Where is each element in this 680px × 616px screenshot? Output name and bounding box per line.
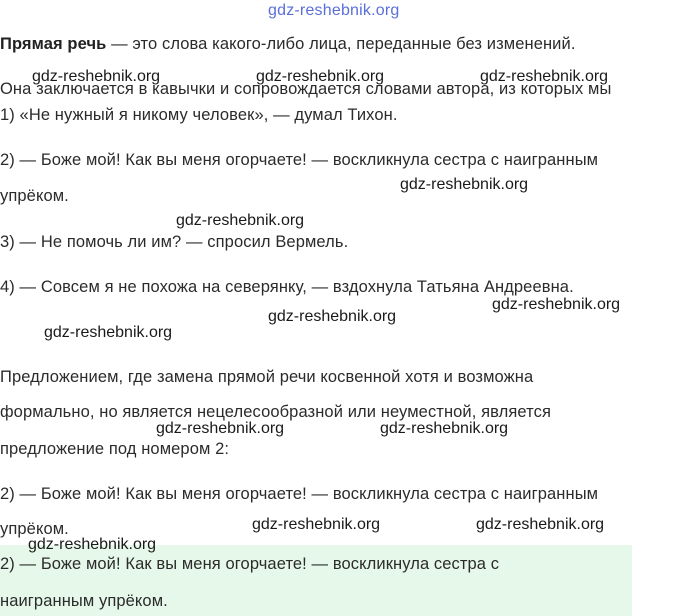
- highlighted-line-2: наигранным упрёком.: [0, 592, 168, 610]
- repeat-line-2: упрёком.: [0, 520, 69, 538]
- answer-line-2: формально, но является нецелесообразной или неуместной, является: [0, 403, 551, 421]
- watermark-9: gdz-reshebnik.org: [156, 420, 285, 437]
- watermark-13: gdz-reshebnik.org: [28, 536, 157, 553]
- watermark-6: gdz-reshebnik.org: [492, 296, 621, 313]
- definition-line-2: Она заключается в кавычки и сопровождается словами автора, из которых мы: [0, 80, 612, 98]
- example-3: 3) — Не помочь ли им? — спросил Вермель.: [0, 233, 349, 251]
- watermark-1: gdz-reshebnik.org: [32, 68, 161, 85]
- term-bold: Прямая речь: [0, 35, 107, 53]
- repeat-line-1: 2) — Боже мой! Как вы меня огорчаете! — воскликнула сестра с наигранным: [0, 485, 599, 503]
- answer-line-3: предложение под номером 2:: [0, 440, 230, 458]
- watermark-5: gdz-reshebnik.org: [176, 212, 305, 229]
- top-watermark[interactable]: gdz-reshebnik.org: [268, 2, 400, 19]
- example-4: 4) — Совсем я не похожа на северянку, — вздохнула Татьяна Андреевна.: [0, 278, 574, 296]
- definition-line-1: [0, 33, 576, 55]
- example-2-line-1: 2) — Боже мой! Как вы меня огорчаете! — воскликнула сестра с наигранным: [0, 151, 599, 169]
- example-1: 1) «Не нужный я никому человек», — думал Тихон.: [0, 106, 398, 124]
- answer-line-1: Предложением, где замена прямой речи косвенной хотя и возможна: [0, 368, 534, 386]
- example-2-line-2: упрёком.: [0, 187, 69, 205]
- watermark-10: gdz-reshebnik.org: [380, 420, 509, 437]
- watermark-8: gdz-reshebnik.org: [44, 324, 173, 341]
- watermark-12: gdz-reshebnik.org: [476, 516, 605, 533]
- watermark-3: gdz-reshebnik.org: [480, 68, 609, 85]
- watermark-7: gdz-reshebnik.org: [268, 308, 397, 325]
- highlighted-line-1: 2) — Боже мой! Как вы меня огорчаете! — воскликнула сестра с: [0, 555, 500, 573]
- definition-text: — это слова какого-либо лица, переданные без изменений.: [106, 35, 576, 53]
- watermark-2: gdz-reshebnik.org: [256, 68, 385, 85]
- watermark-11: gdz-reshebnik.org: [252, 516, 381, 533]
- watermark-4: gdz-reshebnik.org: [400, 176, 529, 193]
